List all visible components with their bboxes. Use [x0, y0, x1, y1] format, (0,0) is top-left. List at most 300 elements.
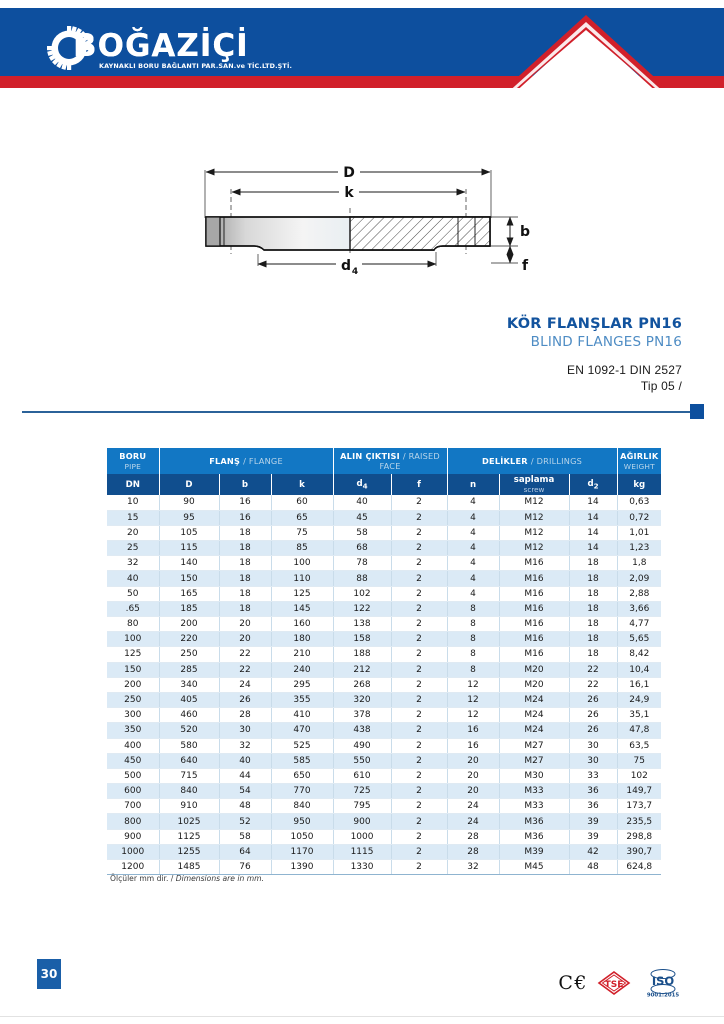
table-cell: 165 — [159, 586, 219, 601]
table-cell: 76 — [219, 860, 271, 875]
table-cell: 320 — [333, 692, 391, 707]
table-cell: 18 — [569, 571, 617, 586]
table-cell: 2 — [391, 784, 447, 799]
units-note-tr: Ölçüler mm dir. / — [110, 874, 174, 883]
table-cell: 2 — [391, 723, 447, 738]
table-cell: 64 — [219, 844, 271, 859]
table-cell: M45 — [499, 860, 569, 875]
table-cell: M20 — [499, 677, 569, 692]
table-cell: 150 — [107, 662, 159, 677]
table-cell: 8 — [447, 632, 499, 647]
table-cell: 2,88 — [617, 586, 661, 601]
col-header-k: k — [271, 474, 333, 495]
table-row — [107, 860, 661, 875]
tse-mark-icon — [597, 970, 631, 996]
table-cell: 85 — [271, 541, 333, 556]
table-cell: 200 — [159, 617, 219, 632]
table-cell: 405 — [159, 692, 219, 707]
table-cell: 20 — [447, 784, 499, 799]
table-cell: 0,63 — [617, 495, 661, 510]
group-header-pipe: BORU PIPE — [107, 448, 159, 474]
table-cell: 1170 — [271, 844, 333, 859]
table-cell: 90 — [159, 495, 219, 510]
svg-text:ISO: ISO — [651, 974, 675, 988]
table-cell: 4 — [447, 586, 499, 601]
table-row — [107, 632, 661, 647]
table-cell: 48 — [219, 799, 271, 814]
table-cell: 295 — [271, 677, 333, 692]
table-cell: 8 — [447, 662, 499, 677]
table-cell: 500 — [107, 768, 159, 783]
table-cell: 188 — [333, 647, 391, 662]
table-cell: 16 — [219, 510, 271, 525]
table-cell: 2 — [391, 495, 447, 510]
group-header-raised-face: ALIN ÇIKTISI / RAISED FACE — [333, 448, 447, 474]
table-cell: 68 — [333, 541, 391, 556]
table-cell: 22 — [219, 662, 271, 677]
table-cell: 2 — [391, 860, 447, 875]
table-cell: 40 — [333, 495, 391, 510]
table-row — [107, 829, 661, 844]
table-cell: 2 — [391, 677, 447, 692]
table-cell: 2 — [391, 541, 447, 556]
table-cell: 12 — [447, 692, 499, 707]
table-cell: 2 — [391, 556, 447, 571]
table-row — [107, 723, 661, 738]
table-cell: 2 — [391, 510, 447, 525]
table-cell: 910 — [159, 799, 219, 814]
table-row — [107, 677, 661, 692]
table-row — [107, 708, 661, 723]
table-cell: 525 — [271, 738, 333, 753]
table-cell: M36 — [499, 829, 569, 844]
table-row — [107, 541, 661, 556]
table-cell: 35,1 — [617, 708, 661, 723]
table-cell: 1,8 — [617, 556, 661, 571]
table-row — [107, 556, 661, 571]
table-cell: 125 — [107, 647, 159, 662]
table-cell: 840 — [159, 784, 219, 799]
divider-end-cap — [690, 404, 704, 419]
page-number-badge: 30 — [37, 959, 61, 989]
table-cell: 75 — [617, 753, 661, 768]
table-cell: 14 — [569, 510, 617, 525]
standards-line: EN 1092-1 DIN 2527 — [567, 363, 682, 377]
table-cell: 115 — [159, 541, 219, 556]
table-cell: M16 — [499, 586, 569, 601]
table-cell: 3,66 — [617, 601, 661, 616]
table-cell: 1000 — [107, 844, 159, 859]
table-cell: M12 — [499, 495, 569, 510]
table-cell: 725 — [333, 784, 391, 799]
table-cell: 0,72 — [617, 510, 661, 525]
table-cell: 240 — [271, 662, 333, 677]
product-title-en: BLIND FLANGES PN16 — [530, 334, 682, 350]
table-cell: 14 — [569, 495, 617, 510]
group-header-weight: AĞIRLIK WEIGHT — [617, 448, 661, 474]
table-cell: 42 — [569, 844, 617, 859]
table-cell: 36 — [569, 784, 617, 799]
table-cell: 18 — [569, 556, 617, 571]
flange-technical-drawing — [178, 146, 538, 296]
table-cell: 355 — [271, 692, 333, 707]
table-cell: 48 — [569, 860, 617, 875]
table-cell: M16 — [499, 617, 569, 632]
table-cell: 795 — [333, 799, 391, 814]
table-cell: 28 — [447, 829, 499, 844]
table-cell: 18 — [569, 617, 617, 632]
table-cell: 158 — [333, 632, 391, 647]
table-cell: 2 — [391, 692, 447, 707]
table-cell: 1200 — [107, 860, 159, 875]
table-cell: 1050 — [271, 829, 333, 844]
table-cell: 32 — [107, 556, 159, 571]
table-cell: 200 — [107, 677, 159, 692]
table-cell: 400 — [107, 738, 159, 753]
table-cell: 268 — [333, 677, 391, 692]
table-cell: 20 — [219, 617, 271, 632]
table-cell: 149,7 — [617, 784, 661, 799]
certification-marks — [558, 966, 686, 1000]
table-cell: 16 — [447, 723, 499, 738]
table-cell: 640 — [159, 753, 219, 768]
table-cell: 24 — [447, 799, 499, 814]
table-cell: 610 — [333, 768, 391, 783]
table-cell: 8 — [447, 601, 499, 616]
col-header-d: D — [159, 474, 219, 495]
table-cell: 624,8 — [617, 860, 661, 875]
table-cell: 14 — [569, 525, 617, 540]
table-cell: 1255 — [159, 844, 219, 859]
svg-text:9001:2015: 9001:2015 — [646, 992, 680, 998]
table-cell: 33 — [569, 768, 617, 783]
iso-9001-mark-icon — [640, 968, 686, 998]
table-cell: M33 — [499, 799, 569, 814]
table-cell: 2 — [391, 601, 447, 616]
table-cell: 378 — [333, 708, 391, 723]
table-body — [107, 495, 661, 875]
table-cell: M30 — [499, 768, 569, 783]
table-row — [107, 753, 661, 768]
table-cell: 12 — [447, 708, 499, 723]
table-cell: 18 — [219, 586, 271, 601]
table-cell: 2 — [391, 799, 447, 814]
table-cell: 18 — [569, 632, 617, 647]
table-cell: 4,77 — [617, 617, 661, 632]
table-cell: 8,42 — [617, 647, 661, 662]
table-cell: 26 — [569, 723, 617, 738]
table-cell: 100 — [271, 556, 333, 571]
table-cell: 22 — [569, 662, 617, 677]
table-row — [107, 738, 661, 753]
company-logo — [47, 26, 293, 74]
table-cell: 1125 — [159, 829, 219, 844]
col-header-kg: kg — [617, 474, 661, 495]
table-cell: 20 — [107, 525, 159, 540]
table-cell: 20 — [447, 753, 499, 768]
table-cell: 105 — [159, 525, 219, 540]
svg-text:f: f — [521, 258, 529, 274]
table-cell: 20 — [219, 632, 271, 647]
table-cell: 102 — [333, 586, 391, 601]
table-cell: 16,1 — [617, 677, 661, 692]
table-cell: 2 — [391, 768, 447, 783]
table-cell: 1025 — [159, 814, 219, 829]
table-cell: 50 — [107, 586, 159, 601]
table-cell: 2 — [391, 829, 447, 844]
table-cell: 58 — [219, 829, 271, 844]
table-cell: 18 — [219, 556, 271, 571]
table-cell: 770 — [271, 784, 333, 799]
table-cell: 350 — [107, 723, 159, 738]
table-cell: 39 — [569, 814, 617, 829]
table-cell: 26 — [219, 692, 271, 707]
svg-text:b: b — [519, 224, 531, 240]
table-cell: M12 — [499, 541, 569, 556]
table-cell: 30 — [569, 738, 617, 753]
table-cell: 8 — [447, 617, 499, 632]
svg-text:TSE: TSE — [604, 980, 624, 990]
table-cell: 550 — [333, 753, 391, 768]
title-block — [382, 316, 682, 393]
table-cell: M16 — [499, 556, 569, 571]
table-cell: 298,8 — [617, 829, 661, 844]
table-cell: 1000 — [333, 829, 391, 844]
table-cell: 22 — [569, 677, 617, 692]
table-cell: 80 — [107, 617, 159, 632]
dimensions-table — [107, 448, 661, 875]
table-cell: 2 — [391, 753, 447, 768]
table-cell: 2 — [391, 586, 447, 601]
table-cell: 1115 — [333, 844, 391, 859]
table-cell: 36 — [569, 799, 617, 814]
table-cell: 1330 — [333, 860, 391, 875]
table-cell: M16 — [499, 647, 569, 662]
table-row — [107, 799, 661, 814]
table-row — [107, 768, 661, 783]
col-header-b: b — [219, 474, 271, 495]
table-cell: 63,5 — [617, 738, 661, 753]
svg-text:k: k — [344, 185, 354, 201]
table-cell: 26 — [569, 708, 617, 723]
table-cell: 78 — [333, 556, 391, 571]
table-cell: 32 — [219, 738, 271, 753]
table-cell: 15 — [107, 510, 159, 525]
table-cell: 28 — [447, 844, 499, 859]
table-cell: 22 — [219, 647, 271, 662]
table-cell: 54 — [219, 784, 271, 799]
table-cell: 58 — [333, 525, 391, 540]
table-cell: 285 — [159, 662, 219, 677]
table-cell: M16 — [499, 571, 569, 586]
table-cell: 100 — [107, 632, 159, 647]
col-header-f: f — [391, 474, 447, 495]
table-cell: 25 — [107, 541, 159, 556]
table-row — [107, 814, 661, 829]
table-cell: 460 — [159, 708, 219, 723]
table-cell: 235,5 — [617, 814, 661, 829]
ce-mark-icon: C€ — [558, 972, 588, 994]
table-cell: 102 — [617, 768, 661, 783]
table-cell: 450 — [107, 753, 159, 768]
table-cell: 150 — [159, 571, 219, 586]
table-cell: 140 — [159, 556, 219, 571]
table-cell: 125 — [271, 586, 333, 601]
table-cell: 340 — [159, 677, 219, 692]
table-cell: 20 — [447, 768, 499, 783]
svg-text:d: d — [340, 258, 352, 274]
table-cell: 5,65 — [617, 632, 661, 647]
section-divider — [22, 408, 702, 418]
table-cell: 1390 — [271, 860, 333, 875]
product-title-tr: KÖR FLANŞLAR PN16 — [506, 316, 682, 332]
table-cell: 160 — [271, 617, 333, 632]
svg-text:D: D — [343, 165, 355, 181]
table-cell: 18 — [219, 541, 271, 556]
table-cell: 1,01 — [617, 525, 661, 540]
col-header-dn: DN — [107, 474, 159, 495]
logo-tagline: KAYNAKLI BORU BAĞLANTI PAR.SAN.ve TİC.LTD.ŞTİ. — [99, 62, 293, 70]
table-cell: 18 — [569, 586, 617, 601]
table-cell: 24,9 — [617, 692, 661, 707]
table-cell: M33 — [499, 784, 569, 799]
table-cell: 2 — [391, 647, 447, 662]
col-header-d4: $d_4$ — [333, 474, 391, 495]
table-cell: 45 — [333, 510, 391, 525]
table-cell: 250 — [107, 692, 159, 707]
type-line: Tip 05 / — [640, 379, 682, 393]
table-cell: 490 — [333, 738, 391, 753]
table-cell: 2,09 — [617, 571, 661, 586]
table-cell: 900 — [333, 814, 391, 829]
col-header-n: n — [447, 474, 499, 495]
table-cell: 110 — [271, 571, 333, 586]
table-cell: 300 — [107, 708, 159, 723]
table-cell: 40 — [219, 753, 271, 768]
table-cell: 4 — [447, 495, 499, 510]
table-cell: 173,7 — [617, 799, 661, 814]
table-cell: 390,7 — [617, 844, 661, 859]
table-row — [107, 844, 661, 859]
table-cell: 650 — [271, 768, 333, 783]
table-cell: 16 — [219, 495, 271, 510]
table-cell: 2 — [391, 738, 447, 753]
table-cell: 580 — [159, 738, 219, 753]
table-cell: M27 — [499, 753, 569, 768]
table-cell: 840 — [271, 799, 333, 814]
table-cell: 122 — [333, 601, 391, 616]
table-sub-header-row — [107, 474, 661, 495]
col-header-screw: saplama screw — [499, 474, 569, 495]
table-cell: M24 — [499, 708, 569, 723]
table-cell: 470 — [271, 723, 333, 738]
table-cell: M16 — [499, 632, 569, 647]
table-cell: 185 — [159, 601, 219, 616]
group-header-drillings: DELİKLER / DRILLINGS — [447, 448, 617, 474]
table-row — [107, 617, 661, 632]
table-cell: 145 — [271, 601, 333, 616]
table-cell: 26 — [569, 692, 617, 707]
table-cell: 950 — [271, 814, 333, 829]
table-cell: 4 — [447, 525, 499, 540]
table-cell: 12 — [447, 677, 499, 692]
table-row — [107, 784, 661, 799]
table-cell: 8 — [447, 647, 499, 662]
table-cell: M16 — [499, 601, 569, 616]
table-cell: 180 — [271, 632, 333, 647]
table-cell: 210 — [271, 647, 333, 662]
table-row — [107, 586, 661, 601]
table-cell: 30 — [219, 723, 271, 738]
table-cell: 520 — [159, 723, 219, 738]
table-cell: 30 — [569, 753, 617, 768]
table-cell: 585 — [271, 753, 333, 768]
table-cell: .65 — [107, 601, 159, 616]
table-group-header-row — [107, 448, 661, 474]
table-cell: 2 — [391, 708, 447, 723]
table-cell: M24 — [499, 692, 569, 707]
table-row — [107, 647, 661, 662]
units-note — [110, 874, 264, 883]
units-note-en: Dimensions are in mm. — [175, 874, 264, 883]
group-header-flange: FLANŞ / FLANGE — [159, 448, 333, 474]
table-cell: 4 — [447, 571, 499, 586]
svg-text:4: 4 — [351, 267, 359, 277]
table-cell: 715 — [159, 768, 219, 783]
table-cell: 18 — [219, 601, 271, 616]
table-cell: 900 — [107, 829, 159, 844]
table-cell: 95 — [159, 510, 219, 525]
table-row — [107, 692, 661, 707]
table-cell: 2 — [391, 844, 447, 859]
table-cell: 39 — [569, 829, 617, 844]
col-header-d2: $d_2$ — [569, 474, 617, 495]
table-cell: 28 — [219, 708, 271, 723]
table-cell: 4 — [447, 541, 499, 556]
table-cell: 18 — [569, 647, 617, 662]
table-cell: 40 — [107, 571, 159, 586]
table-cell: M12 — [499, 510, 569, 525]
table-cell: 250 — [159, 647, 219, 662]
table-cell: 410 — [271, 708, 333, 723]
table-cell: M36 — [499, 814, 569, 829]
table-cell: 24 — [219, 677, 271, 692]
table-cell: 4 — [447, 510, 499, 525]
table-cell: 75 — [271, 525, 333, 540]
table-cell: 2 — [391, 632, 447, 647]
table-cell: M27 — [499, 738, 569, 753]
dimensions-table-container — [107, 448, 661, 875]
table-cell: 44 — [219, 768, 271, 783]
table-row — [107, 571, 661, 586]
table-row — [107, 510, 661, 525]
table-cell: M12 — [499, 525, 569, 540]
table-cell: 18 — [569, 601, 617, 616]
table-cell: 438 — [333, 723, 391, 738]
table-cell: 10,4 — [617, 662, 661, 677]
table-cell: 47,8 — [617, 723, 661, 738]
table-cell: 800 — [107, 814, 159, 829]
table-cell: 18 — [219, 525, 271, 540]
table-cell: M39 — [499, 844, 569, 859]
table-cell: 60 — [271, 495, 333, 510]
table-cell: 24 — [447, 814, 499, 829]
table-cell: 700 — [107, 799, 159, 814]
table-cell: 138 — [333, 617, 391, 632]
table-row — [107, 662, 661, 677]
table-cell: 65 — [271, 510, 333, 525]
table-cell: 600 — [107, 784, 159, 799]
